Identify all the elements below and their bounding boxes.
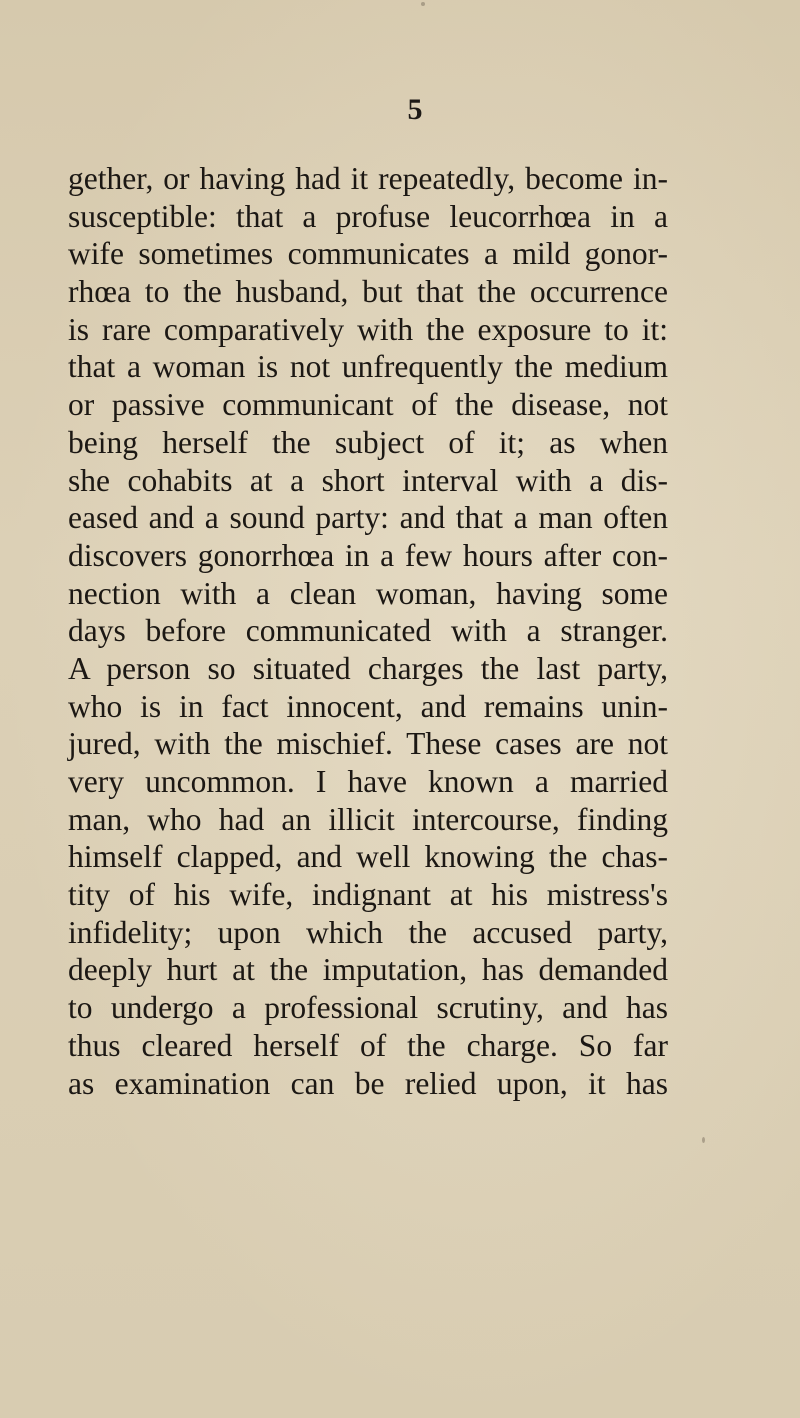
paper-speck bbox=[702, 1137, 705, 1143]
text-line: discovers gonorrhœa in a few hours after con- bbox=[68, 537, 668, 573]
paper-speck bbox=[421, 2, 425, 6]
page-number: 5 bbox=[407, 93, 423, 126]
text-line: very uncommon. I have known a married bbox=[68, 764, 668, 799]
text-line: jured, with the mischief. These cases are not bbox=[68, 726, 668, 762]
text-line: deeply hurt at the imputation, has demanded bbox=[68, 952, 668, 988]
text-line: infidelity; upon which the accused party, bbox=[68, 914, 668, 950]
text-line: eased and a sound party: and that a man often bbox=[68, 500, 668, 536]
text-line: that a woman is not unfrequently the medium bbox=[68, 349, 668, 385]
text-line: is rare comparatively with the exposure to it: bbox=[68, 311, 668, 347]
body-text bbox=[68, 160, 668, 1102]
text-line: who is in fact innocent, and remains unin- bbox=[68, 688, 668, 724]
text-line: or passive communicant of the disease, not bbox=[68, 387, 668, 423]
text-line: as examination can be relied upon, it has bbox=[68, 1065, 668, 1101]
text-line: wife sometimes communicates a mild gonor- bbox=[68, 236, 668, 272]
text-line: she cohabits at a short interval with a dis- bbox=[68, 462, 668, 498]
text-line: nection with a clean woman, having some bbox=[68, 575, 668, 611]
text-line: days before communicated with a stranger. bbox=[68, 613, 668, 649]
text-line: himself clapped, and well knowing the chas- bbox=[68, 839, 668, 875]
text-line: tity of his wife, indignant at his mistress's bbox=[68, 877, 668, 913]
text-line: gether, or having had it repeatedly, become in- bbox=[68, 161, 668, 196]
text-line: rhœa to the husband, but that the occurrence bbox=[68, 274, 668, 310]
text-line: to undergo a professional scrutiny, and has bbox=[68, 990, 668, 1026]
text-line: A person so situated charges the last party, bbox=[68, 650, 668, 686]
text-line: thus cleared herself of the charge. So far bbox=[68, 1027, 668, 1063]
text-line: being herself the subject of it; as when bbox=[68, 424, 668, 460]
text-line: susceptible: that a profuse leucorrhœa in a bbox=[68, 198, 668, 234]
text-line: man, who had an illicit intercourse, finding bbox=[68, 801, 668, 837]
